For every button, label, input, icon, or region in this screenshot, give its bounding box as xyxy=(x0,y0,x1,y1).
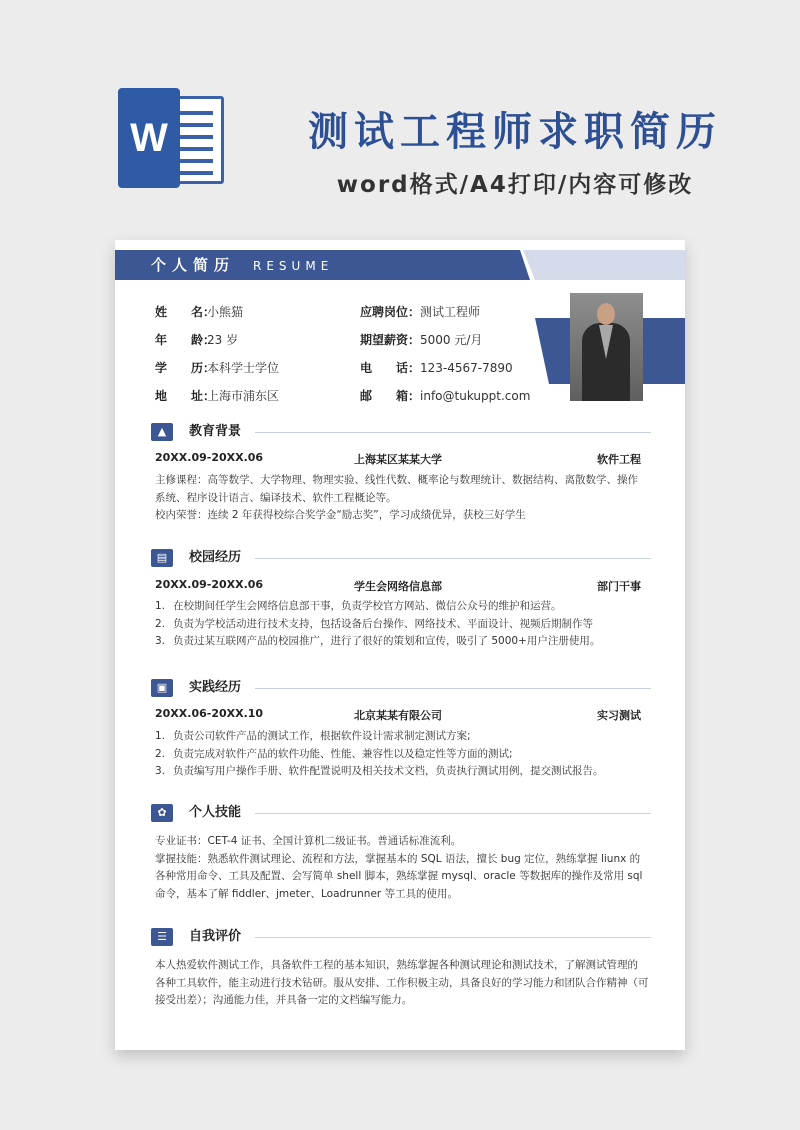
section-self-evaluation xyxy=(151,927,651,949)
entry-role: 部门干事 xyxy=(597,580,641,593)
self-evaluation-details: 本人热爱软件测试工作，具备软件工程的基本知识，熟练掌握各种测试理论和测试技术，了解测试管理的 各种工具软件，能主动进行技术钻研。服从安排、工作积极主动，具备良好的学习能力和团队合作精神（可 接受出差）；沟通能力佳，并具备一定的文档编写能力。 xyxy=(155,959,649,1006)
entry-role: 软件工程 xyxy=(597,453,641,466)
list-item: 3. 负责过某互联网产品的校园推广，进行了很好的策划和宣传，吸引了 5000+用户注册使用。 xyxy=(155,635,601,647)
section-title: 自我评价 xyxy=(189,929,242,944)
section-title: 个人技能 xyxy=(189,805,242,820)
profile-row-email: 邮 箱：info@tukuppt.com xyxy=(360,389,531,403)
resume-header-en: RESUME xyxy=(253,259,334,273)
divider xyxy=(255,813,651,814)
profile-row-age: 年 龄：23 岁 xyxy=(155,333,239,347)
profile-row-phone: 电 话：123-4567-7890 xyxy=(360,361,513,375)
section-title: 实践经历 xyxy=(189,680,242,695)
profile-row-salary: 期望薪资：5000 元/月 xyxy=(360,333,483,347)
word-badge: W xyxy=(118,88,180,188)
profile-row-address: 地 址：上海市浦东区 xyxy=(155,389,280,403)
resume-header-cn: 个人简历 xyxy=(151,256,236,274)
section-campus xyxy=(151,548,651,570)
banner xyxy=(0,0,800,230)
book-icon: ▤ xyxy=(151,549,173,567)
profile-row-name: 姓 名：小熊猫 xyxy=(155,305,244,319)
graduation-cap-icon: ▲ xyxy=(151,423,173,441)
section-practice xyxy=(151,678,651,700)
entry-org: 上海某区某某大学 xyxy=(354,453,442,466)
header-accent xyxy=(523,250,685,280)
practice-entry xyxy=(155,707,641,723)
profile-row-degree: 学 历：本科学士学位 xyxy=(155,361,280,375)
word-icon xyxy=(118,88,226,188)
divider xyxy=(255,432,651,433)
entry-org: 北京某某有限公司 xyxy=(354,709,442,722)
list-item: 1. 在校期间任学生会网络信息部干事，负责学校官方网站、微信公众号的维护和运营。 xyxy=(155,600,562,612)
entry-date: 20XX.06-20XX.10 xyxy=(155,707,264,720)
list-item: 2. 负责完成对软件产品的软件功能、性能、兼容性以及稳定性等方面的测试; xyxy=(155,747,513,760)
list-icon: ☰ xyxy=(151,928,173,946)
practice-details xyxy=(155,728,647,781)
section-education xyxy=(151,422,651,444)
education-details: 主修课程：高等数学、大学物理、物理实验、线性代数、概率论与数理统计、数据结构、离散数学、操作 系统、程序设计语言、编译技术、软件工程概论等。 校内荣誉：连续 2 年获得校综合奖学金“励志奖”，学习成绩优异，获校三好学生 xyxy=(155,474,638,521)
section-title: 校园经历 xyxy=(189,550,242,565)
avatar-photo xyxy=(570,293,643,401)
education-entry xyxy=(155,451,641,467)
divider xyxy=(255,688,651,689)
entry-role: 实习测试 xyxy=(597,709,641,722)
award-icon: ✿ xyxy=(151,804,173,822)
list-item: 1. 负责公司软件产品的测试工作，根据软件设计需求制定测试方案; xyxy=(155,730,471,742)
resume-header xyxy=(151,250,333,280)
briefcase-icon: ▣ xyxy=(151,679,173,697)
list-item: 3. 负责编写用户操作手册、软件配置说明及相关技术文档，负责执行测试用例，提交测试报告。 xyxy=(155,765,604,777)
section-title: 教育背景 xyxy=(189,424,242,439)
entry-date: 20XX.09-20XX.06 xyxy=(155,578,264,591)
resume-paper xyxy=(115,240,685,1050)
campus-details xyxy=(155,598,647,651)
list-item: 2. 负责为学校活动进行技术支持，包括设备后台操作、网络技术、平面设计、视频后期制作等 xyxy=(155,617,593,630)
page-subtitle: word格式/A4打印/内容可修改 xyxy=(336,172,694,198)
divider xyxy=(255,558,651,559)
divider xyxy=(255,937,651,938)
profile-row-position: 应聘岗位：测试工程师 xyxy=(360,305,481,319)
skills-details: 专业证书：CET-4 证书、全国计算机二级证书。普通话标准流利。 掌握技能：熟悉软件测试理论、流程和方法，掌握基本的 SQL 语法，擅长 bug 定位，熟练掌握 liunx 的 各种常用命令、工具及配置、会写简单 shell 脚本，熟练掌握 mysql、oracle 等数据库的操作及常用 sql 命令，基本了解 fiddler、jmeter、Loadrunner 等工具的使用。 xyxy=(155,835,643,900)
section-skills xyxy=(151,803,651,825)
entry-date: 20XX.09-20XX.06 xyxy=(155,451,264,464)
campus-entry xyxy=(155,578,641,594)
page-title: 测试工程师求职简历 xyxy=(308,109,722,155)
entry-org: 学生会网络信息部 xyxy=(354,580,442,593)
